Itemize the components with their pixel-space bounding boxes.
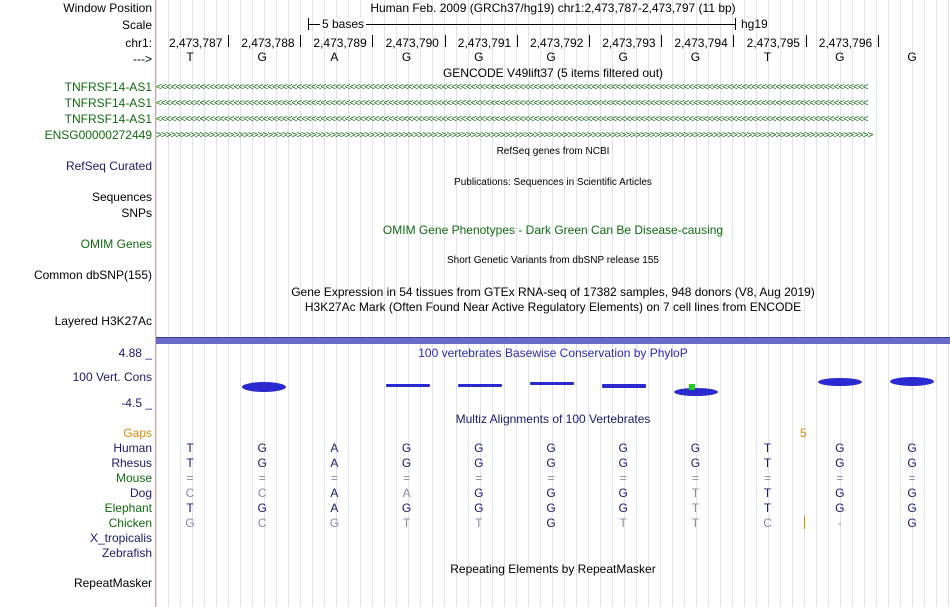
track-label-sequences[interactable]: Sequences: [91, 190, 152, 204]
base-letter: G: [835, 441, 845, 455]
base-letter: =: [836, 471, 844, 485]
scale-bar: [308, 18, 736, 32]
base-letter: A: [330, 50, 339, 64]
base-letter: A: [330, 441, 339, 455]
ruler-position-label: 2,473,790: [385, 36, 439, 50]
base-letter: T: [186, 50, 194, 64]
base-letter: -: [837, 516, 842, 530]
base-letter: G: [835, 50, 845, 64]
window-position-label: Window Position: [63, 1, 152, 15]
ruler-tick: [372, 35, 373, 47]
track-label-column: [0, 0, 155, 607]
base-letter: =: [547, 471, 555, 485]
base-letter: T: [763, 501, 772, 515]
base-letter: A: [330, 501, 339, 515]
base-letter: G: [907, 456, 917, 470]
base-letter: T: [475, 516, 483, 530]
base-letter: T: [691, 516, 700, 530]
base-letter: G: [257, 50, 267, 64]
base-letter: G: [546, 486, 556, 500]
ruler-tick: [733, 35, 734, 47]
ruler-position-label: 2,473,792: [530, 36, 584, 50]
species-label-xtropicalis[interactable]: X_tropicalis: [89, 531, 152, 545]
base-letter: G: [474, 486, 484, 500]
ruler-position-label: 2,473,789: [313, 36, 367, 50]
phylop-score-mark: [386, 384, 430, 387]
gene-feature-1[interactable]: <<<<<<<<<<<<<<<<<<<<<<<<<<<<<<<<<<<<<<<<<<<<<<<<<<<<<<<<<<<<<<<<<<<<<<<<<<<<<<<<<<<<<<<<<<<<<<<<<<<<<<<<<<<<<<<<<<<<<<<<<<<<<<<<<<<<<<<<<<<<<<<<<<<: [156, 82, 868, 93]
ruler-tick: [661, 35, 662, 47]
species-label-dog[interactable]: Dog: [129, 486, 152, 500]
ruler-tick: [517, 35, 518, 47]
base-letter: =: [186, 471, 194, 485]
track-label-h3k27ac[interactable]: Layered H3K27Ac: [54, 314, 152, 328]
base-letter: G: [546, 441, 556, 455]
base-letter: G: [474, 441, 484, 455]
ruler-position-label: 2,473,796: [818, 36, 873, 50]
base-letter: G: [546, 501, 556, 515]
track-title-omim[interactable]: OMIM Gene Phenotypes - Dark Green Can Be Disease-causing: [382, 223, 724, 237]
base-letter: T: [763, 50, 772, 64]
base-letter: =: [330, 471, 338, 485]
base-letter: G: [257, 441, 267, 455]
ruler-position-label: 2,473,787: [169, 36, 223, 50]
ruler-tick: [878, 35, 879, 47]
phylop-highlight-mark: [689, 384, 695, 390]
phylop-score-mark: [458, 384, 502, 387]
gene-feature-3[interactable]: <<<<<<<<<<<<<<<<<<<<<<<<<<<<<<<<<<<<<<<<<<<<<<<<<<<<<<<<<<<<<<<<<<<<<<<<<<<<<<<<<<<<<<<<<<<<<<<<<<<<<<<<<<<<<<<<<<<<<<<<<<<<<<<<<<<<<<<<<<<<<<<<<<<: [156, 114, 868, 125]
track-data-area[interactable]: [156, 0, 950, 607]
base-letter: T: [691, 501, 700, 515]
base-letter: G: [835, 501, 845, 515]
base-letter: G: [618, 486, 628, 500]
base-letter: A: [330, 456, 339, 470]
scale-text: 5 bases: [322, 17, 365, 31]
base-letter: G: [907, 441, 917, 455]
track-label-gene3[interactable]: TNFRSF14-AS1: [64, 112, 152, 126]
track-label-dbsnp[interactable]: Common dbSNP(155): [33, 268, 152, 282]
ruler-position-label: 2,473,794: [674, 36, 728, 50]
base-letter: G: [907, 486, 917, 500]
species-label-zebrafish[interactable]: Zebrafish: [101, 546, 152, 560]
base-letter: T: [186, 456, 194, 470]
base-letter: =: [258, 471, 266, 485]
base-letter: G: [907, 501, 917, 515]
base-letter: =: [691, 471, 699, 485]
phylop-score-mark: [890, 377, 934, 386]
base-letter: G: [618, 501, 628, 515]
base-letter: G: [690, 456, 701, 470]
track-label-repeatmasker[interactable]: RepeatMasker: [73, 576, 152, 590]
base-letter: G: [401, 456, 412, 470]
base-letter: G: [257, 456, 267, 470]
base-letter: =: [619, 471, 627, 485]
ruler-tick: [300, 35, 301, 47]
ruler-tick: [806, 35, 807, 47]
base-letter: G: [329, 516, 340, 530]
phylop-score-mark: [818, 378, 862, 386]
chromosome-label: chr1:: [125, 36, 152, 50]
base-letter: A: [330, 486, 339, 500]
base-letter: =: [403, 471, 411, 485]
track-title-publications[interactable]: Publications: Sequences in Scientific Articles: [454, 177, 652, 188]
gene-feature-2[interactable]: <<<<<<<<<<<<<<<<<<<<<<<<<<<<<<<<<<<<<<<<<<<<<<<<<<<<<<<<<<<<<<<<<<<<<<<<<<<<<<<<<<<<<<<<<<<<<<<<<<<<<<<<<<<<<<<<<<<<<<<<<<<<<<<<<<<<<<<<<<<<<<<<<<<: [156, 98, 868, 109]
track-label-gaps[interactable]: Gaps: [123, 426, 152, 440]
phylop-score-mark: [674, 388, 718, 396]
species-label-mouse[interactable]: Mouse: [115, 471, 152, 485]
scale-label: Scale: [121, 18, 152, 32]
gene-feature-4[interactable]: >>>>>>>>>>>>>>>>>>>>>>>>>>>>>>>>>>>>>>>>>>>>>>>>>>>>>>>>>>>>>>>>>>>>>>>>>>>>>>>>>>>>>>>>>>>>>>>>>>>>>>>>>>>>>>>>>>>>>>>>>>>>>>>>>>>>>>>>>>>>>>>>>>>>: [156, 130, 873, 141]
conservation-axis-min: -4.5 _: [121, 396, 152, 410]
species-label-rhesus[interactable]: Rhesus: [111, 456, 152, 470]
base-letter: =: [475, 471, 483, 485]
base-letter: G: [257, 501, 267, 515]
species-label-elephant[interactable]: Elephant: [104, 501, 152, 515]
base-letter: A: [402, 486, 411, 500]
phylop-score-mark: [602, 384, 646, 388]
base-letter: G: [474, 50, 484, 64]
base-letter: G: [401, 441, 412, 455]
base-letter: G: [474, 456, 484, 470]
phylop-score-mark: [242, 382, 286, 392]
base-letter: =: [764, 471, 772, 485]
ruler-tick: [228, 35, 229, 47]
base-letter: G: [618, 456, 628, 470]
track-label-omim[interactable]: OMIM Genes: [80, 237, 152, 251]
base-letter: G: [546, 50, 556, 64]
window-position-text: Human Feb. 2009 (GRCh37/hg19) chr1:2,473,787-2,473,797 (11 bp): [370, 1, 736, 15]
base-letter: G: [474, 501, 484, 515]
track-title-phylop[interactable]: 100 vertebrates Basewise Conservation by PhyloP: [418, 346, 688, 360]
ruler-tick: [589, 35, 590, 47]
ruler-position-label: 2,473,793: [602, 36, 656, 50]
base-letter: G: [835, 456, 845, 470]
base-letter: C: [763, 516, 772, 530]
base-letter: T: [691, 486, 700, 500]
gap-marker: 5: [800, 426, 807, 440]
base-letter: G: [618, 441, 628, 455]
assembly-text: hg19: [741, 17, 768, 31]
species-label-human[interactable]: Human: [113, 441, 152, 455]
h3k27ac-signal-bar[interactable]: [156, 337, 950, 344]
chicken-insertion-mark: [804, 516, 805, 529]
track-label-gene2[interactable]: TNFRSF14-AS1: [64, 96, 152, 110]
base-letter: G: [835, 486, 845, 500]
track-label-gene4[interactable]: ENSG00000272449: [44, 128, 152, 142]
track-title-dbsnp[interactable]: Short Genetic Variants from dbSNP release 155: [447, 255, 659, 266]
strand-label: --->: [133, 52, 152, 66]
base-letter: T: [763, 441, 772, 455]
base-letter: G: [690, 50, 701, 64]
track-title-gencode[interactable]: GENCODE V49lift37 (5 items filtered out): [442, 66, 664, 80]
ruler-position-label: 2,473,788: [241, 36, 295, 50]
base-letter: C: [257, 486, 267, 500]
track-label-snps[interactable]: SNPs: [121, 206, 152, 220]
track-title-refseq[interactable]: RefSeq genes from NCBI: [496, 146, 610, 157]
base-letter: T: [186, 441, 194, 455]
base-letter: =: [908, 471, 916, 485]
base-letter: G: [185, 516, 195, 530]
base-letter: G: [690, 441, 701, 455]
base-letter: C: [185, 486, 195, 500]
track-label-conservation[interactable]: 100 Vert. Cons: [72, 370, 152, 384]
base-letter: T: [763, 456, 772, 470]
species-label-chicken[interactable]: Chicken: [108, 516, 152, 530]
track-title-multiz[interactable]: Multiz Alignments of 100 Vertebrates: [455, 412, 651, 426]
base-letter: G: [546, 516, 556, 530]
track-title-gtex[interactable]: Gene Expression in 54 tissues from GTEx RNA-seq of 17382 samples, 948 donors (V8, Aug 2019): [291, 285, 815, 299]
base-letter: G: [546, 456, 556, 470]
phylop-score-mark: [530, 382, 574, 385]
base-letter: T: [619, 516, 627, 530]
base-letter: G: [907, 50, 917, 64]
ruler-position-label: 2,473,795: [746, 36, 800, 50]
conservation-axis-max: 4.88 _: [118, 346, 152, 360]
track-label-gene1[interactable]: TNFRSF14-AS1: [64, 80, 152, 94]
base-letter: T: [186, 501, 194, 515]
ruler-position-label: 2,473,791: [457, 36, 512, 50]
track-title-h3k27ac[interactable]: H3K27Ac Mark (Often Found Near Active Regulatory Elements) on 7 cell lines from ENCODE: [304, 300, 802, 314]
base-letter: T: [402, 516, 411, 530]
base-letter: G: [618, 50, 628, 64]
base-letter: C: [257, 516, 267, 530]
base-letter: T: [763, 486, 772, 500]
base-letter: G: [907, 516, 917, 530]
phylop-conservation-plot[interactable]: [156, 360, 950, 410]
base-letter: G: [401, 501, 412, 515]
track-title-repeatmasker[interactable]: Repeating Elements by RepeatMasker: [450, 562, 656, 576]
base-letter: G: [401, 50, 412, 64]
ruler-tick: [445, 35, 446, 47]
track-label-refseq[interactable]: RefSeq Curated: [65, 159, 152, 173]
